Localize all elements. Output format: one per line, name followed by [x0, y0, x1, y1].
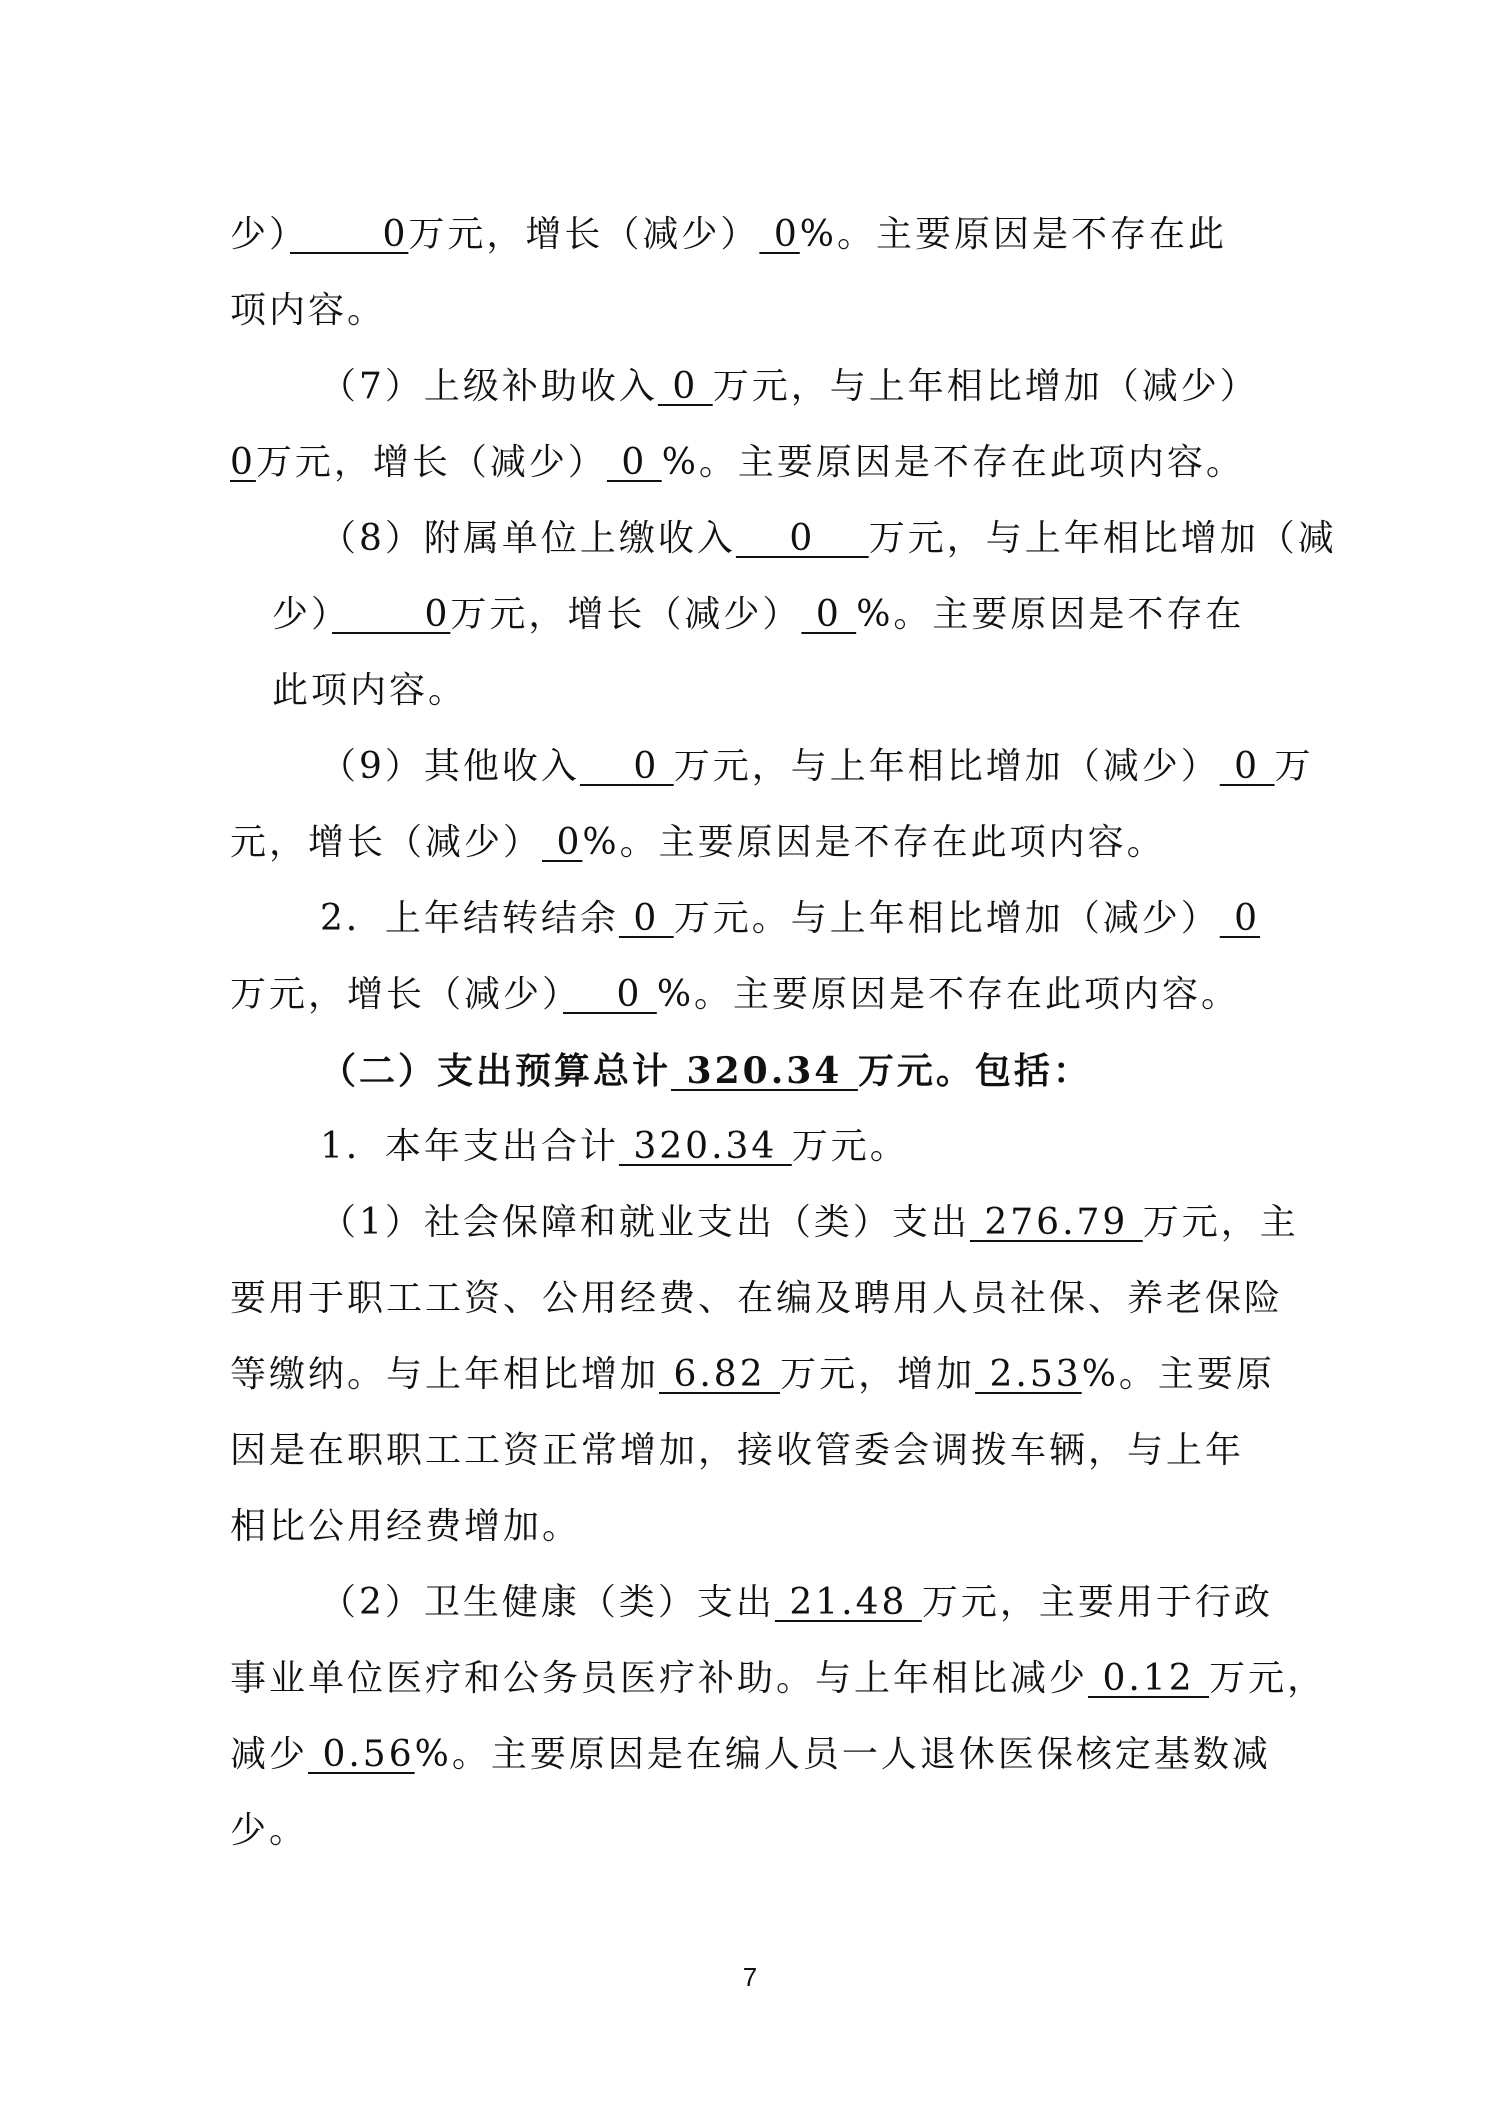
text-line	[230, 1033, 1280, 1109]
filled-blank: 0	[657, 366, 713, 407]
text-segment: 1．本年支出合计	[320, 1126, 619, 1167]
text-segment: 万元，主	[1142, 1202, 1299, 1243]
text-segment: 减少	[230, 1734, 309, 1775]
text-segment: 少）	[272, 594, 333, 635]
filled-blank: 0	[563, 974, 657, 1015]
text-segment: 因是在职职工工资正常增加，接收管委会调拨车辆，与上年	[230, 1430, 1245, 1471]
filled-blank: 320.34	[618, 1126, 792, 1167]
text-segment: 万元，主要用于行政	[921, 1582, 1273, 1623]
filled-blank: 0	[230, 442, 256, 483]
text-segment: 少。	[230, 1810, 309, 1851]
text-line	[230, 197, 1280, 273]
text-line	[230, 1641, 1327, 1717]
text-line	[230, 577, 1280, 653]
text-segment: 等缴纳。与上年相比增加	[230, 1354, 660, 1395]
text-line	[230, 501, 1337, 577]
body-text	[230, 197, 1337, 1869]
text-segment: 事业单位医疗和公务员医疗补助。与上年相比减少	[230, 1658, 1089, 1699]
text-segment: （2）卫生健康（类）支出	[320, 1582, 775, 1623]
text-segment: （8）附属单位上缴收入	[320, 518, 736, 559]
filled-blank: 0.12	[1088, 1658, 1210, 1699]
text-segment: 万元。与上年相比增加（减少）	[673, 898, 1220, 939]
text-line	[230, 957, 1280, 1033]
filled-blank: 0	[735, 518, 869, 559]
filled-blank: 0	[1219, 746, 1275, 787]
text-line	[230, 273, 1280, 349]
text-segment: 万元，增长（减少）	[450, 594, 802, 635]
filled-blank: 0	[606, 442, 662, 483]
text-segment: 要用于职工工资、公用经费、在编及聘用人员社保、养老保险	[230, 1278, 1284, 1319]
filled-blank: 320.34	[671, 1050, 858, 1092]
filled-blank: 0	[542, 822, 583, 863]
filled-blank: 0	[801, 594, 857, 635]
text-segment: %。主要原因是不存在此项内容。	[582, 822, 1166, 863]
text-segment: 万元，增加	[780, 1354, 976, 1395]
text-segment: 2．上年结转结余	[320, 898, 619, 939]
text-segment: %。主要原因是不存在此	[799, 214, 1227, 255]
filled-blank: 0	[332, 594, 451, 635]
text-line	[230, 1413, 1280, 1489]
text-segment: 万元，与上年相比增加（减少）	[673, 746, 1220, 787]
filled-blank: 21.48	[774, 1582, 922, 1623]
text-line	[230, 1565, 1280, 1641]
text-segment: 万元，增长（减少）	[408, 214, 760, 255]
text-segment: 万元，增长（减少）	[255, 442, 607, 483]
text-line	[230, 1717, 1280, 1793]
filled-blank: 276.79	[969, 1202, 1143, 1243]
filled-blank: 6.82	[659, 1354, 781, 1395]
text-segment: %。主要原因是不存在此项内容。	[661, 442, 1245, 483]
filled-blank: 0	[759, 214, 800, 255]
text-line	[230, 805, 1280, 881]
text-line	[230, 1489, 1280, 1565]
text-line	[230, 729, 1314, 805]
text-line	[230, 1109, 1280, 1185]
text-segment: （7）上级补助收入	[320, 366, 658, 407]
text-line	[230, 349, 1280, 425]
text-segment: %。主要原因是在编人员一人退休医保核定基数减	[414, 1734, 1271, 1775]
page-number: 7	[742, 1962, 758, 1992]
text-segment: 万元，	[1209, 1658, 1327, 1699]
text-segment: 万元，增长（减少）	[230, 974, 564, 1015]
filled-blank: 0	[290, 214, 409, 255]
text-segment: 少）	[230, 214, 291, 255]
text-segment: 此项内容。	[272, 670, 468, 711]
text-segment: 万元。	[791, 1126, 909, 1167]
text-segment: 万元，与上年相比增加（减少）	[712, 366, 1259, 407]
text-segment: 相比公用经费增加。	[230, 1506, 582, 1547]
text-line	[230, 881, 1280, 957]
text-line	[230, 653, 1280, 729]
filled-blank: 0	[1219, 898, 1261, 939]
text-line	[230, 425, 1280, 501]
text-segment: %。主要原因是不存在	[856, 594, 1245, 635]
text-segment: （二）支出预算总计	[320, 1050, 672, 1092]
text-segment: %。主要原	[1081, 1354, 1275, 1395]
text-segment: 万元。包括：	[857, 1050, 1092, 1092]
text-segment: 项内容。	[230, 290, 387, 331]
text-segment: 万	[1274, 746, 1314, 787]
filled-blank: 0	[579, 746, 674, 787]
text-segment: %。主要原因是不存在此项内容。	[656, 974, 1241, 1015]
text-line	[230, 1261, 1284, 1337]
text-segment: （9）其他收入	[320, 746, 580, 787]
filled-blank: 0	[618, 898, 674, 939]
text-segment: （1）社会保障和就业支出（类）支出	[320, 1202, 970, 1243]
text-line	[230, 1793, 1280, 1869]
text-line	[230, 1185, 1299, 1261]
filled-blank: 0.56	[308, 1734, 415, 1775]
filled-blank: 2.53	[975, 1354, 1082, 1395]
text-segment: 元，增长（减少）	[230, 822, 543, 863]
text-line	[230, 1337, 1280, 1413]
text-segment: 万元，与上年相比增加（减	[868, 518, 1337, 559]
